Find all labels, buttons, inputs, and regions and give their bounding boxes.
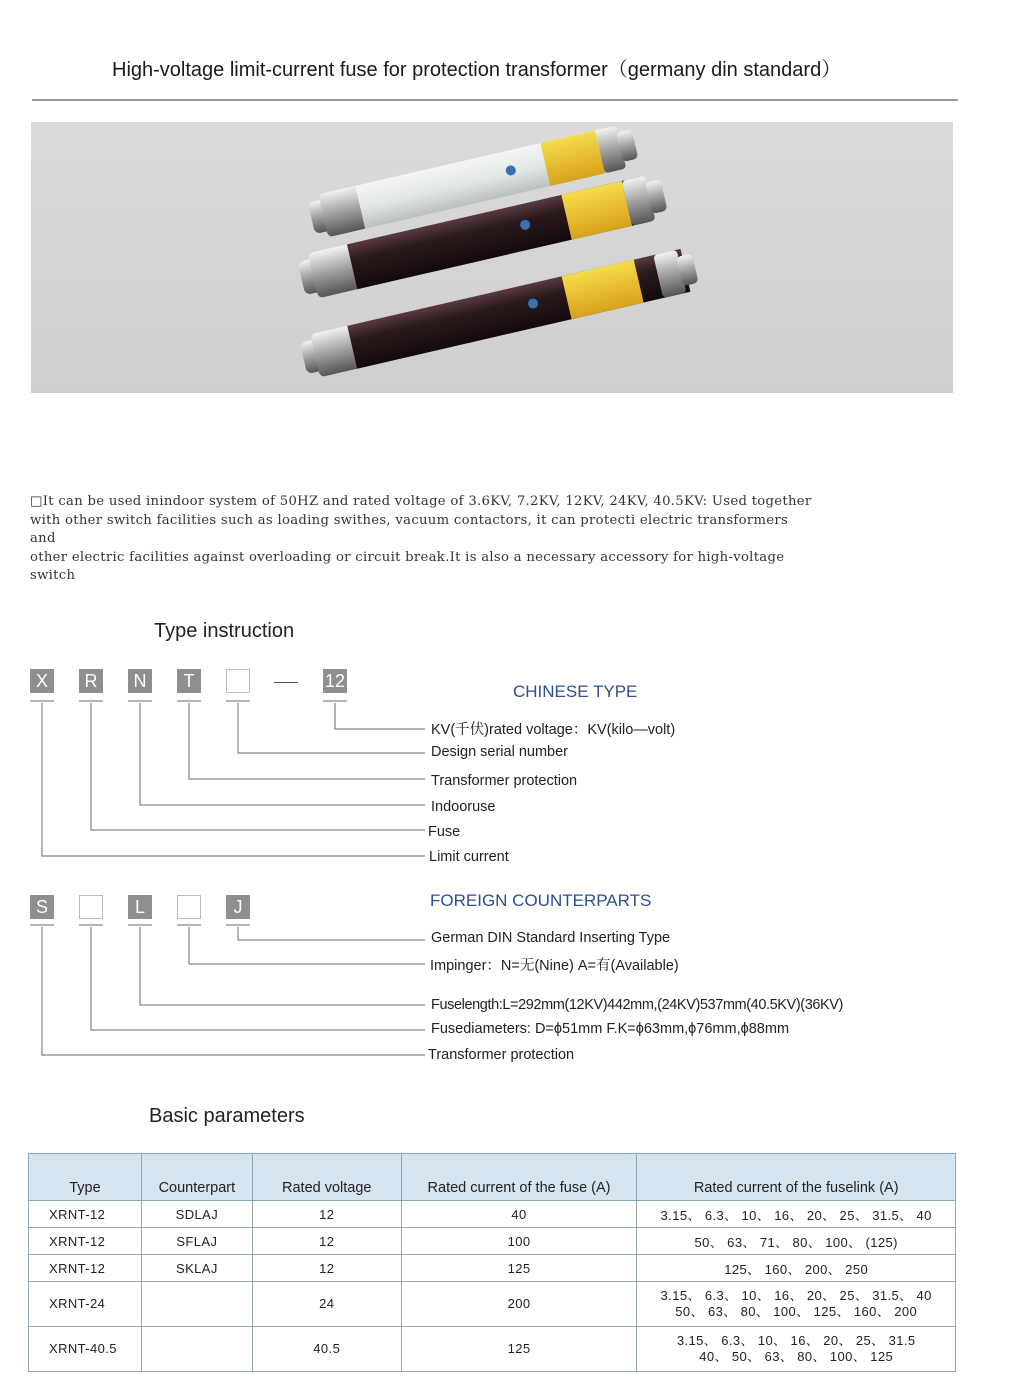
parameters-table (28, 1153, 956, 1372)
label-impinger: Impinger：N=无(Nine) A=有(Available) (430, 958, 679, 974)
cell-voltage: 12 (252, 1201, 401, 1228)
description-line: and (30, 531, 56, 546)
cell-fuse-current: 125 (401, 1255, 637, 1282)
code-box-n: N (128, 669, 152, 693)
cell-type: XRNT-12 (29, 1201, 142, 1228)
cell-voltage: 40.5 (252, 1327, 401, 1372)
label-indooruse: Indooruse (431, 799, 496, 815)
fuselink-line: 3.15、 6.3、 10、 16、 20、 25、 31.5、 40 (660, 1288, 932, 1303)
fuselink-line: 50、 63、 80、 100、 125、 160、 200 (675, 1304, 918, 1319)
cell-fuselink-current: 3.15、 6.3、 10、 16、 20、 25、 31.5、 40 (637, 1201, 956, 1228)
label-fuselength: Fuselength:L=292mm(12KV)442mm,(24KV)537mm(40.5KV)(36KV) (431, 997, 843, 1013)
cell-fuselink-current (637, 1282, 956, 1327)
table-row (29, 1255, 956, 1282)
code-box-s: S (30, 895, 54, 919)
description-line: other electric facilities against overloading or circuit break.It is also a necessary accessory for high-voltage (30, 549, 785, 565)
table-header-row (29, 1154, 956, 1201)
code-box-impinger (177, 895, 201, 919)
cell-voltage: 12 (252, 1255, 401, 1282)
label-transformer-protection-foreign: Transformer protection (428, 1047, 575, 1063)
cell-counterpart: SFLAJ (141, 1228, 252, 1255)
type-instruction-heading: Type instruction (154, 620, 295, 642)
code-box-voltage: 12 (324, 671, 346, 691)
label-limit-current: Limit current (429, 849, 509, 865)
cell-type: XRNT-24 (29, 1282, 142, 1327)
cell-fuse-current: 40 (401, 1201, 637, 1228)
description-line: switch (30, 568, 76, 583)
cell-fuse-current: 100 (401, 1228, 637, 1255)
table-row (29, 1282, 956, 1327)
page-title: High-voltage limit-current fuse for protection transformer（germany din standard） (112, 59, 842, 81)
cell-fuse-current: 125 (401, 1327, 637, 1372)
column-header: Rated current of the fuse (A) (401, 1154, 637, 1201)
label-rated-voltage: KV(千伏)rated voltage：KV(kilo—volt) (431, 722, 676, 738)
column-header: Rated voltage (252, 1154, 401, 1201)
description-line: with other switch facilities such as loading swithes, vacuum contactors, it can protecti electric transformers (30, 512, 789, 528)
label-din-inserting: German DIN Standard Inserting Type (431, 930, 671, 946)
chinese-type-heading: CHINESE TYPE (513, 682, 638, 701)
description-line: □It can be used inindoor system of 50HZ and rated voltage of 3.6KV, 7.2KV, 12KV, 24KV, 40.5KV: Used together (30, 494, 812, 509)
cell-fuselink-current: 125、 160、 200、 250 (637, 1255, 956, 1282)
table-row (29, 1201, 956, 1228)
cell-counterpart (141, 1282, 252, 1327)
code-box-serial (226, 669, 250, 693)
basic-parameters-heading: Basic parameters (149, 1105, 305, 1127)
code-box-diameter (79, 895, 103, 919)
cell-counterpart: SKLAJ (141, 1255, 252, 1282)
label-design-serial: Design serial number (431, 744, 569, 760)
cell-counterpart (141, 1327, 252, 1372)
fuselink-line: 40、 50、 63、 80、 100、 125 (699, 1349, 894, 1364)
code-dash (274, 682, 298, 683)
column-header: Counterpart (141, 1154, 252, 1201)
code-box-j: J (226, 895, 250, 919)
cell-fuselink-current: 50、 63、 71、 80、 100、 (125) (637, 1228, 956, 1255)
cell-voltage: 24 (252, 1282, 401, 1327)
label-fuse: Fuse (428, 824, 461, 840)
cell-type: XRNT-12 (29, 1255, 142, 1282)
code-box-r: R (79, 669, 103, 693)
column-header: Type (29, 1154, 142, 1201)
table-row (29, 1327, 956, 1372)
foreign-counterparts-heading: FOREIGN COUNTERPARTS (430, 891, 652, 910)
cell-type: XRNT-40.5 (29, 1327, 142, 1372)
cell-voltage: 12 (252, 1228, 401, 1255)
fuselink-line: 3.15、 6.3、 10、 16、 20、 25、 31.5 (676, 1333, 916, 1348)
table-row (29, 1228, 956, 1255)
column-header: Rated current of the fuselink (A) (637, 1154, 956, 1201)
cell-counterpart: SDLAJ (141, 1201, 252, 1228)
cell-type: XRNT-12 (29, 1228, 142, 1255)
code-box-t: T (177, 669, 201, 693)
code-box-x: X (30, 669, 54, 693)
label-transformer-protection: Transformer protection (431, 773, 578, 789)
cell-fuselink-current (637, 1327, 956, 1372)
label-fusediameters: Fusediameters: D=ϕ51mm F.K=ϕ63mm,ϕ76mm,ϕ88mm (431, 1021, 790, 1037)
code-box-l: L (128, 895, 152, 919)
cell-fuse-current: 200 (401, 1282, 637, 1327)
